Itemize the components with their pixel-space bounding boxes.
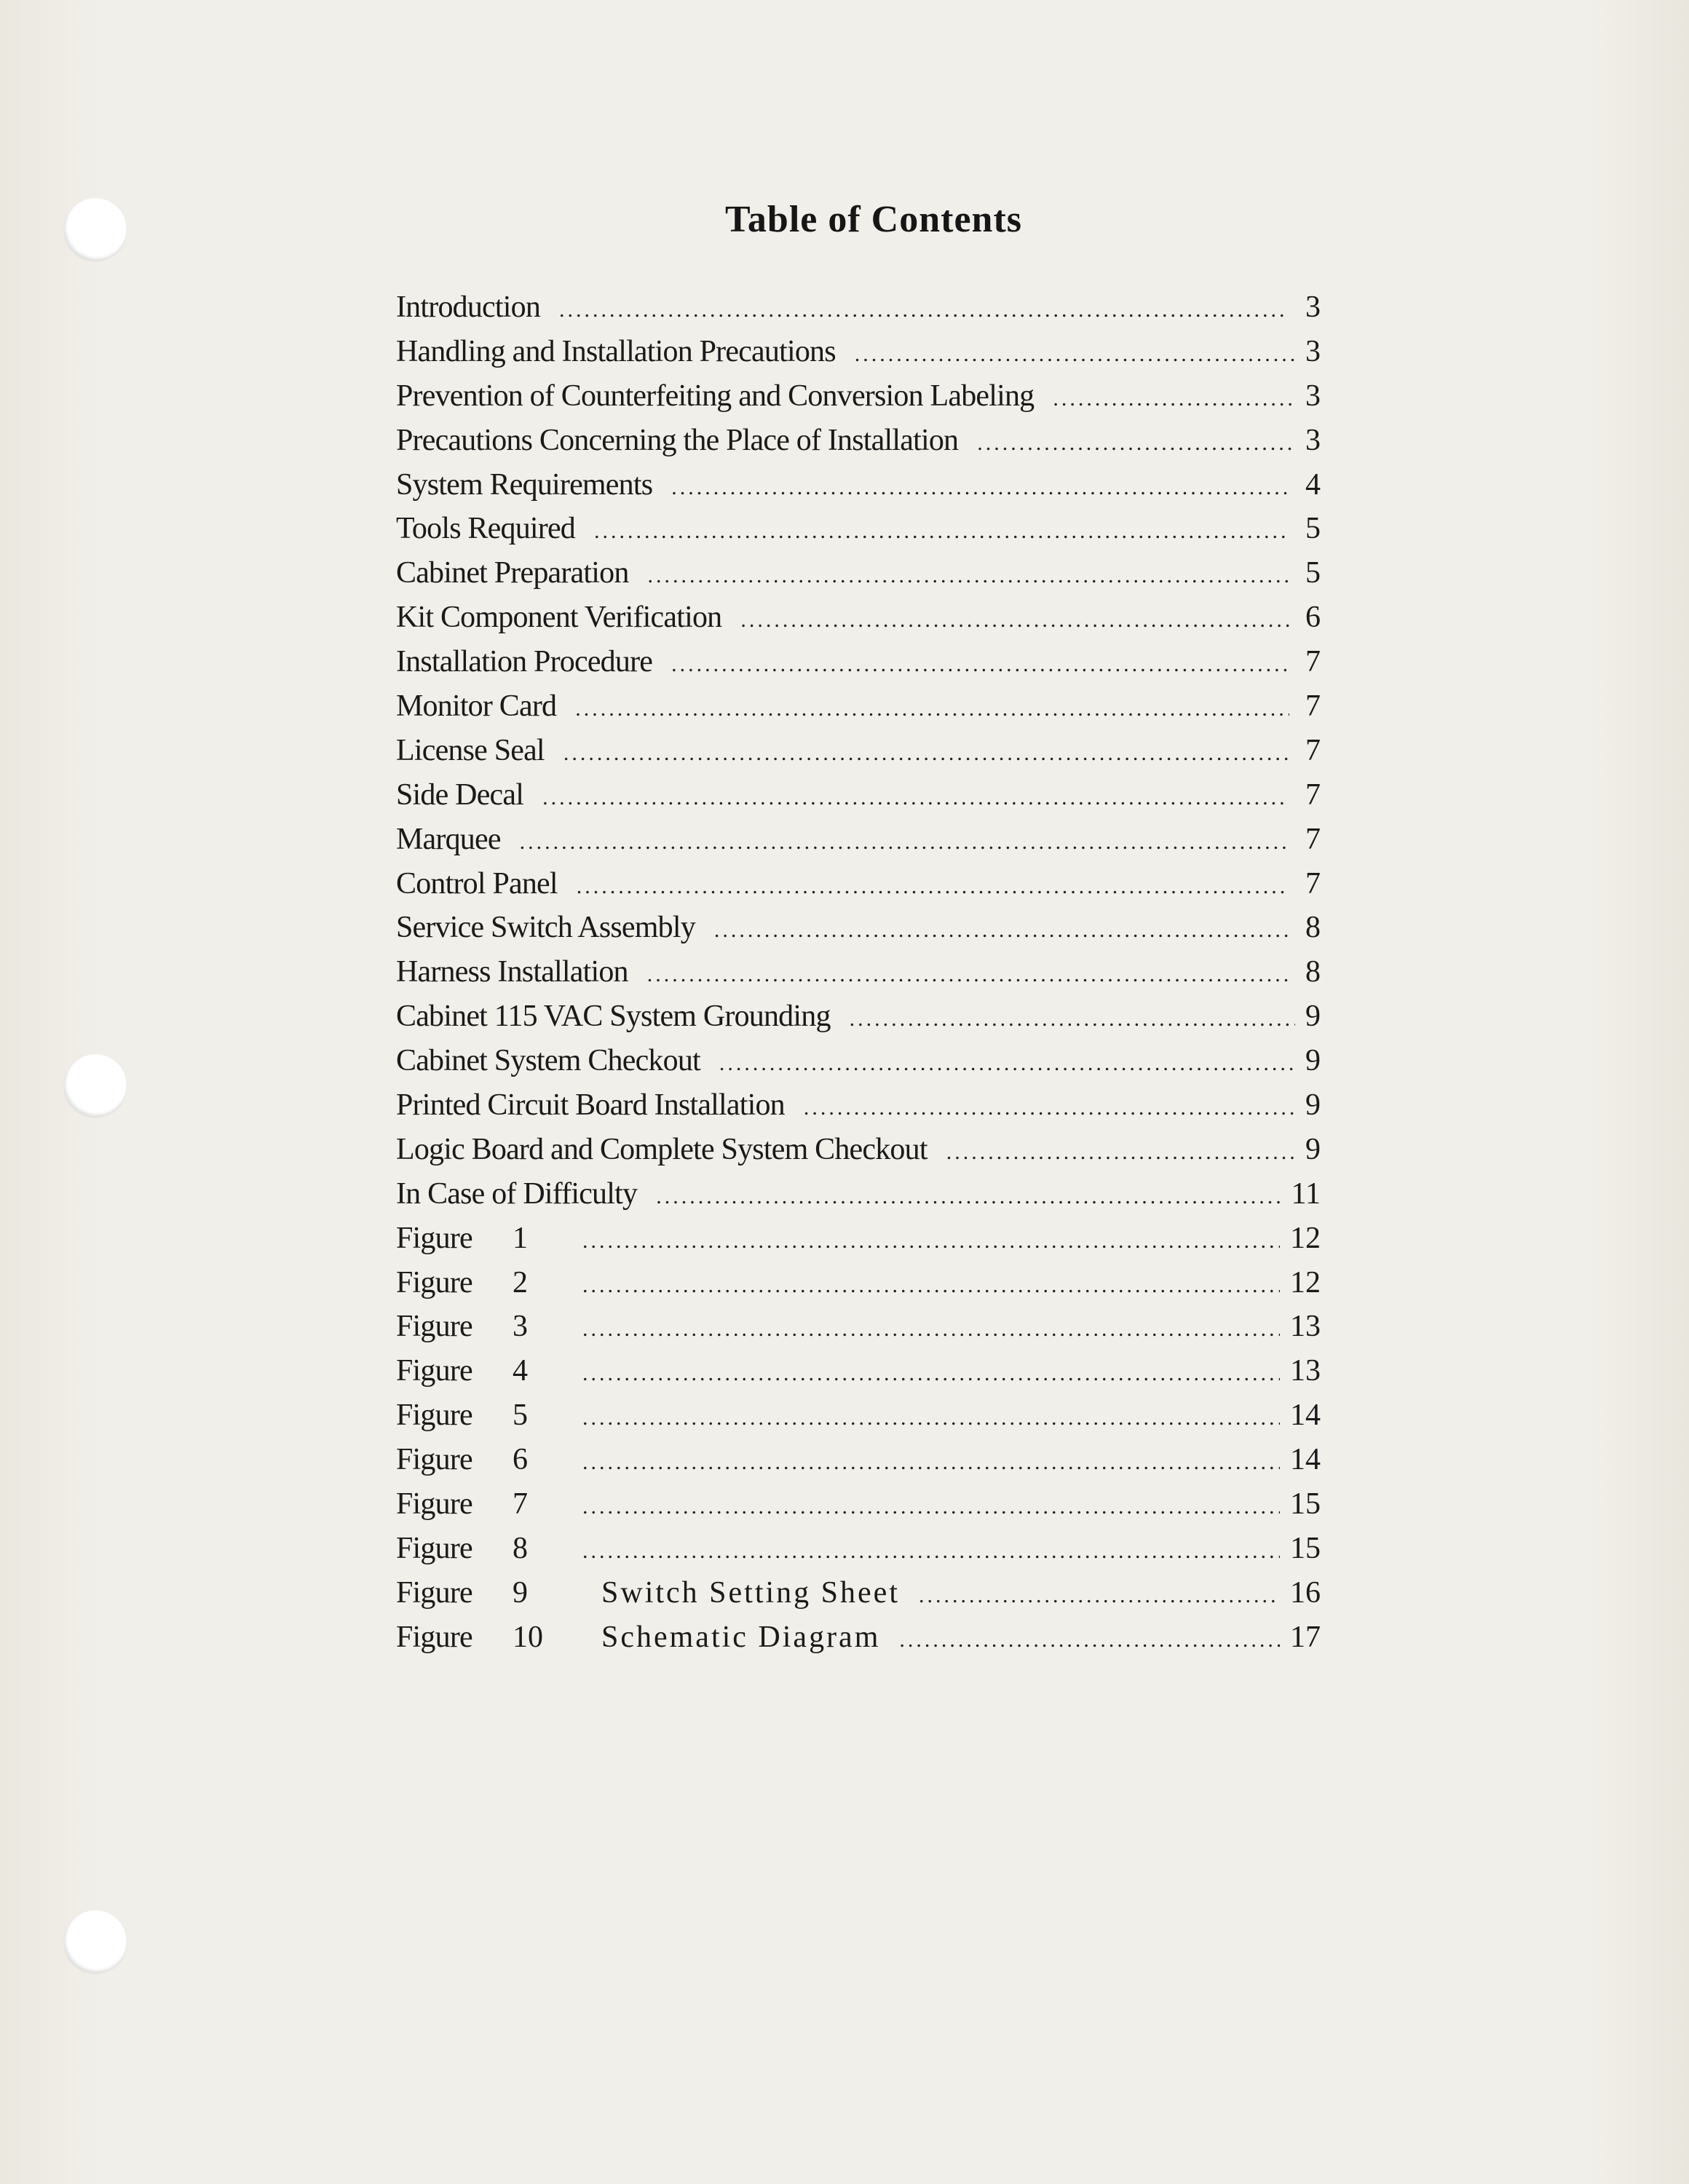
figure-word: Figure xyxy=(396,1221,472,1255)
toc-entry xyxy=(396,1132,1321,1176)
toc-entry-page: 7 xyxy=(1305,645,1321,679)
dot-leader xyxy=(899,1628,1280,1653)
toc-figure-entry xyxy=(396,1309,1321,1353)
toc-entry xyxy=(396,1043,1321,1088)
toc-entry-page: 15 xyxy=(1290,1487,1321,1522)
figure-number: 8 xyxy=(513,1531,528,1565)
toc-entry-label: Precautions Concerning the Place of Installation xyxy=(396,423,959,457)
figure-word: Figure xyxy=(396,1487,472,1522)
toc-entry xyxy=(396,600,1321,644)
figure-number: 10 xyxy=(513,1620,543,1654)
punch-hole xyxy=(64,1910,127,1973)
toc-entry-page: 6 xyxy=(1305,601,1321,635)
figure-number: 7 xyxy=(513,1487,528,1522)
toc-entry-page: 12 xyxy=(1290,1265,1321,1299)
dot-leader xyxy=(719,1051,1293,1076)
toc-entry-label: Tools Required xyxy=(396,512,575,546)
toc-entry xyxy=(396,644,1321,689)
dot-leader xyxy=(1053,387,1295,411)
figure-description: Switch Setting Sheet xyxy=(601,1575,900,1610)
toc-figure-entry xyxy=(396,1353,1321,1398)
figure-number: 1 xyxy=(513,1221,528,1255)
toc-figure-entry xyxy=(396,1265,1321,1310)
toc-entry-page: 5 xyxy=(1305,512,1321,546)
dot-leader xyxy=(582,1229,1280,1254)
dot-leader xyxy=(563,741,1289,766)
toc-entry-page: 13 xyxy=(1290,1310,1321,1344)
figure-word: Figure xyxy=(396,1620,472,1654)
toc-figure-entry xyxy=(396,1442,1321,1487)
toc-entry xyxy=(396,555,1321,600)
toc-entry-page: 7 xyxy=(1305,689,1321,724)
toc-entry-page: 8 xyxy=(1305,911,1321,945)
toc-entry-page: 4 xyxy=(1305,467,1321,502)
dot-leader xyxy=(919,1583,1280,1608)
dot-leader xyxy=(559,298,1289,323)
toc-entry-page: 9 xyxy=(1305,1132,1321,1166)
toc-entry xyxy=(396,1176,1321,1221)
toc-entry-page: 9 xyxy=(1305,1088,1321,1123)
dot-leader xyxy=(850,1007,1295,1032)
toc-entry-label: In Case of Difficulty xyxy=(396,1176,638,1211)
page-title: Table of Contents xyxy=(724,199,1022,240)
toc-entry xyxy=(396,1088,1321,1132)
toc-entry-label: Cabinet Preparation xyxy=(396,556,629,590)
dot-leader xyxy=(582,1361,1280,1386)
dot-leader xyxy=(946,1140,1295,1165)
toc-entry-page: 5 xyxy=(1305,556,1321,590)
toc-entry-label: Kit Component Verification xyxy=(396,601,722,635)
figure-word: Figure xyxy=(396,1443,472,1477)
dot-leader xyxy=(855,342,1295,367)
toc-entry xyxy=(396,334,1321,379)
toc-entry-page: 15 xyxy=(1290,1531,1321,1565)
toc-entry-label: Cabinet 115 VAC System Grounding xyxy=(396,1000,831,1034)
toc-entry xyxy=(396,689,1321,733)
toc-entry-page: 14 xyxy=(1290,1398,1321,1433)
toc-entry-label: License Seal xyxy=(396,733,545,767)
toc-entry-label: Side Decal xyxy=(396,778,524,812)
toc-entry xyxy=(396,733,1321,778)
toc-entry-label: System Requirements xyxy=(396,467,653,502)
toc-entry-page: 11 xyxy=(1291,1176,1321,1211)
toc-figure-entry xyxy=(396,1398,1321,1442)
toc-figure-entry xyxy=(396,1575,1321,1620)
toc-entry-page: 13 xyxy=(1290,1354,1321,1388)
figure-number: 2 xyxy=(513,1265,528,1299)
dot-leader xyxy=(671,475,1292,500)
toc-figure-entry xyxy=(396,1620,1321,1664)
dot-leader xyxy=(582,1406,1280,1431)
figure-word: Figure xyxy=(396,1398,472,1433)
toc-entry xyxy=(396,778,1321,822)
toc-figure-entry xyxy=(396,1487,1321,1531)
toc-entry-label: Logic Board and Complete System Checkout xyxy=(396,1132,927,1166)
toc-entry xyxy=(396,999,1321,1043)
dot-leader xyxy=(647,962,1292,987)
toc-entry-page: 3 xyxy=(1305,423,1321,457)
dot-leader xyxy=(804,1096,1295,1120)
toc-entry xyxy=(396,379,1321,423)
figure-number: 5 xyxy=(513,1398,528,1433)
dot-leader xyxy=(582,1495,1280,1519)
figure-number: 3 xyxy=(513,1310,528,1344)
dot-leader xyxy=(542,786,1288,810)
toc-entry-label: Marquee xyxy=(396,822,501,856)
dot-leader xyxy=(740,608,1294,633)
dot-leader xyxy=(977,431,1295,456)
toc-entry-label: Installation Procedure xyxy=(396,645,653,679)
toc-entry-label: Harness Installation xyxy=(396,955,628,989)
dot-leader xyxy=(648,563,1292,588)
dot-leader xyxy=(575,697,1289,721)
toc-entry-page: 9 xyxy=(1305,1044,1321,1078)
toc-entry-page: 14 xyxy=(1290,1443,1321,1477)
toc-entry-page: 7 xyxy=(1305,733,1321,767)
dot-leader xyxy=(582,1273,1280,1298)
toc-entry-page: 7 xyxy=(1305,778,1321,812)
toc-entry xyxy=(396,954,1321,999)
toc-entry xyxy=(396,511,1321,555)
toc-entry xyxy=(396,866,1321,911)
table-of-contents xyxy=(396,290,1321,1664)
punch-hole xyxy=(64,1054,127,1117)
toc-entry xyxy=(396,822,1321,866)
toc-entry-label: Control Panel xyxy=(396,866,558,901)
dot-leader xyxy=(656,1184,1281,1209)
toc-entry-page: 7 xyxy=(1305,822,1321,856)
toc-figure-entry xyxy=(396,1531,1321,1575)
toc-figure-entry xyxy=(396,1221,1321,1265)
toc-entry-label: Cabinet System Checkout xyxy=(396,1044,700,1078)
toc-entry xyxy=(396,423,1321,467)
toc-entry-page: 17 xyxy=(1290,1620,1321,1654)
dot-leader xyxy=(671,652,1292,677)
figure-word: Figure xyxy=(396,1310,472,1344)
toc-entry xyxy=(396,910,1321,954)
figure-word: Figure xyxy=(396,1531,472,1565)
dot-leader xyxy=(582,1450,1280,1475)
toc-entry-label: Prevention of Counterfeiting and Conversion Labeling xyxy=(396,379,1035,413)
toc-entry-page: 3 xyxy=(1305,334,1321,368)
toc-entry-page: 3 xyxy=(1305,379,1321,413)
figure-word: Figure xyxy=(396,1575,472,1610)
figure-number: 4 xyxy=(513,1354,528,1388)
dot-leader xyxy=(577,874,1289,899)
toc-entry-page: 8 xyxy=(1305,955,1321,989)
toc-entry-label: Monitor Card xyxy=(396,689,557,724)
toc-entry-label: Handling and Installation Precautions xyxy=(396,334,836,368)
dot-leader xyxy=(594,519,1289,544)
figure-word: Figure xyxy=(396,1265,472,1299)
toc-entry-page: 12 xyxy=(1290,1221,1321,1255)
dot-leader xyxy=(582,1317,1280,1342)
dot-leader xyxy=(582,1539,1280,1564)
toc-entry-page: 9 xyxy=(1305,1000,1321,1034)
toc-entry-label: Introduction xyxy=(396,290,541,324)
toc-entry xyxy=(396,290,1321,334)
figure-number: 6 xyxy=(513,1443,528,1477)
toc-entry-page: 16 xyxy=(1290,1575,1321,1610)
dot-leader xyxy=(714,918,1293,943)
figure-description: Schematic Diagram xyxy=(601,1620,881,1654)
toc-entry-page: 3 xyxy=(1305,290,1321,324)
figure-word: Figure xyxy=(396,1354,472,1388)
dot-leader xyxy=(520,830,1288,855)
figure-number: 9 xyxy=(513,1575,528,1610)
toc-entry-page: 7 xyxy=(1305,866,1321,901)
toc-entry-label: Service Switch Assembly xyxy=(396,911,695,945)
toc-entry xyxy=(396,467,1321,512)
toc-entry-label: Printed Circuit Board Installation xyxy=(396,1088,785,1123)
